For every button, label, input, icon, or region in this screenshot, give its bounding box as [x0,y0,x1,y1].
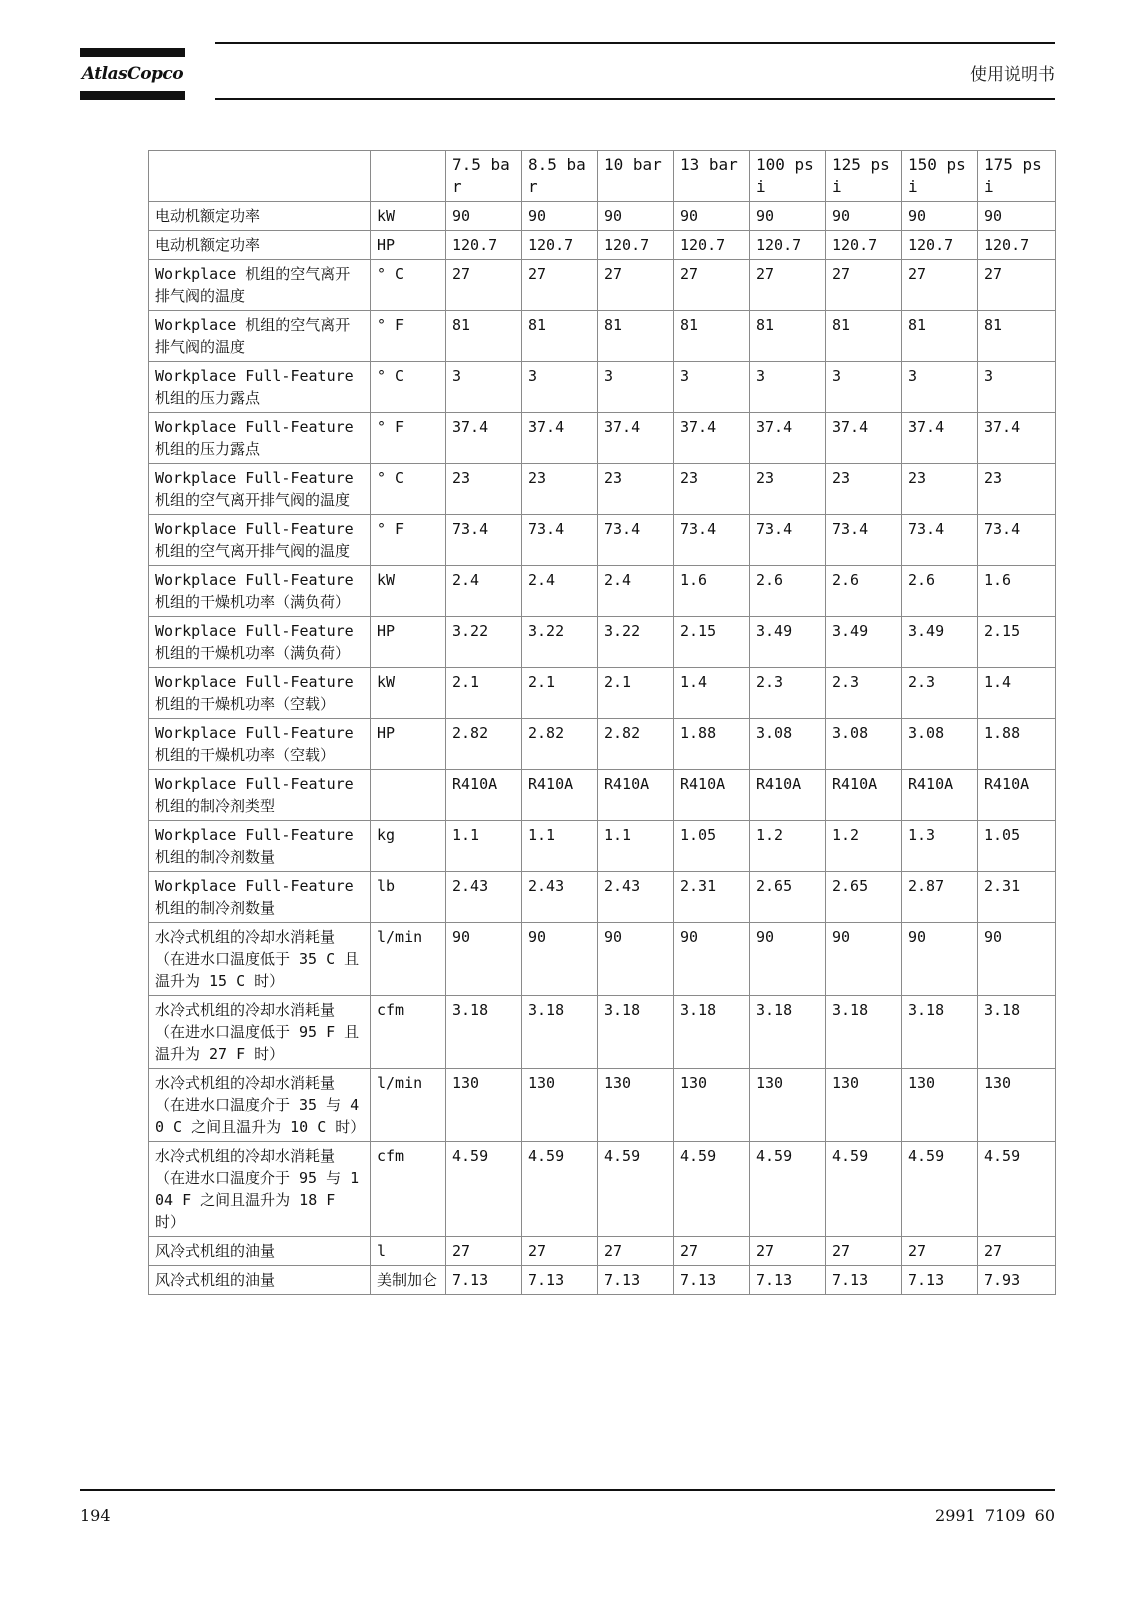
value-cell: 81 [978,311,1056,362]
value-cell: 2.43 [522,872,598,923]
value-cell: 73.4 [750,515,826,566]
value-cell: 27 [674,1237,750,1266]
value-cell: 1.88 [674,719,750,770]
value-cell: 2.1 [522,668,598,719]
value-cell: 2.15 [674,617,750,668]
value-cell: 2.6 [902,566,978,617]
value-cell: 1.1 [522,821,598,872]
value-cell: 81 [902,311,978,362]
value-cell: 2.65 [750,872,826,923]
value-cell: 81 [446,311,522,362]
table-row [149,770,1056,821]
table-row [149,260,1056,311]
value-cell: 120.7 [522,231,598,260]
table-row [149,202,1056,231]
value-cell: 81 [826,311,902,362]
parameter-cell: Workplace 机组的空气离开排气阀的温度 [149,311,371,362]
table-row [149,1266,1056,1295]
value-cell: 27 [902,260,978,311]
value-cell: R410A [826,770,902,821]
value-cell: 23 [750,464,826,515]
value-cell: 130 [902,1069,978,1142]
value-cell: 27 [522,1237,598,1266]
header-rule-bottom [215,98,1055,100]
value-cell: 90 [902,923,978,996]
table-row [149,1237,1056,1266]
value-cell: 37.4 [978,413,1056,464]
header-pressure-cell: 8.5 bar [522,151,598,202]
value-cell: R410A [522,770,598,821]
unit-cell: cfm [371,1142,446,1237]
value-cell: 7.13 [902,1266,978,1295]
value-cell: 3.22 [598,617,674,668]
value-cell: R410A [902,770,978,821]
value-cell: 23 [978,464,1056,515]
value-cell: 4.59 [446,1142,522,1237]
parameter-cell: Workplace Full-Feature 机组的制冷剂类型 [149,770,371,821]
value-cell: 27 [750,1237,826,1266]
value-cell: 130 [446,1069,522,1142]
value-cell: 1.6 [978,566,1056,617]
atlas-copco-logo [80,48,185,100]
value-cell: 2.43 [446,872,522,923]
value-cell: 81 [674,311,750,362]
unit-cell: lb [371,872,446,923]
value-cell: 2.82 [446,719,522,770]
value-cell: 3.22 [446,617,522,668]
parameter-cell: 电动机额定功率 [149,202,371,231]
value-cell: 73.4 [902,515,978,566]
header-pressure-cell: 10 bar [598,151,674,202]
value-cell: 3 [598,362,674,413]
parameter-cell: 电动机额定功率 [149,231,371,260]
value-cell: 90 [750,923,826,996]
value-cell: 3.18 [750,996,826,1069]
value-cell: 3 [674,362,750,413]
value-cell: 1.4 [674,668,750,719]
value-cell: 130 [522,1069,598,1142]
logo-bottom-bar [80,91,185,100]
value-cell: R410A [674,770,750,821]
value-cell: 4.59 [674,1142,750,1237]
value-cell: 130 [674,1069,750,1142]
unit-cell: l/min [371,1069,446,1142]
value-cell: 90 [674,202,750,231]
value-cell: 27 [750,260,826,311]
document-title: 使用说明书 [970,65,1055,85]
value-cell: 90 [978,923,1056,996]
header-pressure-cell: 175 psi [978,151,1056,202]
value-cell: 130 [750,1069,826,1142]
value-cell: 73.4 [446,515,522,566]
page-number: 194 [80,1506,111,1525]
value-cell: 120.7 [674,231,750,260]
value-cell: 2.31 [978,872,1056,923]
value-cell: 1.4 [978,668,1056,719]
value-cell: 4.59 [902,1142,978,1237]
value-cell: 23 [446,464,522,515]
parameter-cell: Workplace Full-Feature 机组的空气离开排气阀的温度 [149,464,371,515]
table-row [149,311,1056,362]
technical-data-table [148,150,1056,1295]
value-cell: 1.2 [750,821,826,872]
value-cell: 1.6 [674,566,750,617]
table-row [149,719,1056,770]
parameter-cell: Workplace Full-Feature 机组的制冷剂数量 [149,821,371,872]
unit-cell: ° C [371,464,446,515]
value-cell: 3.18 [446,996,522,1069]
parameter-cell: Workplace Full-Feature 机组的压力露点 [149,362,371,413]
value-cell: R410A [446,770,522,821]
value-cell: 2.82 [598,719,674,770]
value-cell: 3.22 [522,617,598,668]
parameter-cell: Workplace Full-Feature 机组的干燥机功率（空载） [149,719,371,770]
parameter-cell: Workplace Full-Feature 机组的干燥机功率（满负荷） [149,617,371,668]
value-cell: 1.1 [598,821,674,872]
value-cell: 1.05 [978,821,1056,872]
value-cell: 120.7 [826,231,902,260]
parameter-cell: 水冷式机组的冷却水消耗量（在进水口温度低于 95 F 且温升为 27 F 时） [149,996,371,1069]
parameter-cell: Workplace Full-Feature 机组的制冷剂数量 [149,872,371,923]
value-cell: 73.4 [674,515,750,566]
value-cell: 37.4 [598,413,674,464]
value-cell: 3.08 [750,719,826,770]
unit-cell: ° F [371,515,446,566]
value-cell: 7.13 [674,1266,750,1295]
value-cell: 73.4 [522,515,598,566]
value-cell: 37.4 [750,413,826,464]
header-pressure-cell: 13 bar [674,151,750,202]
value-cell: 90 [446,923,522,996]
value-cell: 23 [674,464,750,515]
value-cell: 2.87 [902,872,978,923]
value-cell: 2.1 [446,668,522,719]
value-cell: 2.15 [978,617,1056,668]
value-cell: 27 [826,1237,902,1266]
value-cell: 37.4 [522,413,598,464]
value-cell: 3.18 [598,996,674,1069]
value-cell: 3.49 [750,617,826,668]
table-row [149,668,1056,719]
value-cell: 2.3 [750,668,826,719]
footer-rule [80,1489,1055,1491]
table-row [149,515,1056,566]
table-row [149,231,1056,260]
value-cell: 2.82 [522,719,598,770]
parameter-cell: Workplace Full-Feature 机组的干燥机功率（满负荷） [149,566,371,617]
value-cell: 73.4 [978,515,1056,566]
header-unit-cell [371,151,446,202]
value-cell: 27 [978,260,1056,311]
value-cell: 2.4 [598,566,674,617]
value-cell: 2.6 [750,566,826,617]
value-cell: 2.31 [674,872,750,923]
value-cell: 90 [826,923,902,996]
value-cell: 3 [522,362,598,413]
value-cell: 130 [598,1069,674,1142]
value-cell: 27 [978,1237,1056,1266]
value-cell: 81 [522,311,598,362]
value-cell: 4.59 [750,1142,826,1237]
value-cell: 120.7 [978,231,1056,260]
value-cell: 27 [674,260,750,311]
value-cell: 81 [598,311,674,362]
value-cell: 90 [446,202,522,231]
value-cell: 2.4 [522,566,598,617]
unit-cell: kW [371,566,446,617]
parameter-cell: Workplace 机组的空气离开排气阀的温度 [149,260,371,311]
value-cell: 2.43 [598,872,674,923]
value-cell: 27 [522,260,598,311]
value-cell: 2.6 [826,566,902,617]
value-cell: 7.13 [750,1266,826,1295]
value-cell: 120.7 [750,231,826,260]
value-cell: 4.59 [598,1142,674,1237]
value-cell: 3 [750,362,826,413]
table-row [149,566,1056,617]
unit-cell: kW [371,202,446,231]
value-cell: 1.88 [978,719,1056,770]
value-cell: 3.18 [826,996,902,1069]
value-cell: 27 [598,260,674,311]
parameter-cell: 风冷式机组的油量 [149,1266,371,1295]
value-cell: 2.3 [902,668,978,719]
value-cell: 37.4 [674,413,750,464]
value-cell: 73.4 [598,515,674,566]
unit-cell: l [371,1237,446,1266]
value-cell: 27 [598,1237,674,1266]
parameter-cell: Workplace Full-Feature 机组的压力露点 [149,413,371,464]
value-cell: 130 [978,1069,1056,1142]
value-cell: 23 [522,464,598,515]
value-cell: 3.08 [902,719,978,770]
value-cell: R410A [978,770,1056,821]
value-cell: 81 [750,311,826,362]
table-row [149,821,1056,872]
value-cell: 4.59 [826,1142,902,1237]
value-cell: 3.18 [674,996,750,1069]
table-row [149,1142,1056,1237]
table-row [149,923,1056,996]
header-pressure-cell: 7.5 bar [446,151,522,202]
logo-top-bar [80,48,185,57]
unit-cell: ° F [371,311,446,362]
unit-cell: cfm [371,996,446,1069]
value-cell: 73.4 [826,515,902,566]
parameter-cell: 水冷式机组的冷却水消耗量（在进水口温度介于 35 与 40 C 之间且温升为 10 C 时） [149,1069,371,1142]
document-code: 2991 7109 60 [935,1506,1055,1525]
value-cell: 37.4 [902,413,978,464]
value-cell: 23 [826,464,902,515]
value-cell: 2.3 [826,668,902,719]
value-cell: 1.2 [826,821,902,872]
value-cell: 3 [978,362,1056,413]
value-cell: 23 [902,464,978,515]
unit-cell: l/min [371,923,446,996]
value-cell: 7.93 [978,1266,1056,1295]
table-row [149,996,1056,1069]
value-cell: 37.4 [446,413,522,464]
value-cell: 27 [446,1237,522,1266]
value-cell: 90 [674,923,750,996]
unit-cell: HP [371,231,446,260]
value-cell: 3.08 [826,719,902,770]
value-cell: 90 [522,202,598,231]
value-cell: 3.49 [902,617,978,668]
value-cell: 23 [598,464,674,515]
value-cell: 7.13 [826,1266,902,1295]
value-cell: 7.13 [446,1266,522,1295]
unit-cell: HP [371,617,446,668]
value-cell: 3.18 [978,996,1056,1069]
value-cell: 90 [522,923,598,996]
parameter-cell: Workplace Full-Feature 机组的干燥机功率（空载） [149,668,371,719]
table-row [149,872,1056,923]
table-row [149,413,1056,464]
value-cell: 27 [826,260,902,311]
value-cell: 7.13 [598,1266,674,1295]
value-cell: 90 [750,202,826,231]
logo-wordmark: AtlasCopco [81,64,184,84]
value-cell: 3 [902,362,978,413]
value-cell: 4.59 [978,1142,1056,1237]
value-cell: 7.13 [522,1266,598,1295]
parameter-cell: Workplace Full-Feature 机组的空气离开排气阀的温度 [149,515,371,566]
value-cell: 120.7 [598,231,674,260]
value-cell: 3 [446,362,522,413]
value-cell: 90 [978,202,1056,231]
value-cell: 3.49 [826,617,902,668]
value-cell: 1.1 [446,821,522,872]
value-cell: 3 [826,362,902,413]
value-cell: 3.18 [522,996,598,1069]
unit-cell: ° C [371,260,446,311]
parameter-cell: 水冷式机组的冷却水消耗量（在进水口温度低于 35 C 且温升为 15 C 时） [149,923,371,996]
unit-cell: kW [371,668,446,719]
table-row [149,617,1056,668]
header-pressure-cell: 125 psi [826,151,902,202]
table-row [149,362,1056,413]
value-cell: 1.3 [902,821,978,872]
parameter-cell: 风冷式机组的油量 [149,1237,371,1266]
value-cell: 90 [598,923,674,996]
value-cell: 130 [826,1069,902,1142]
unit-cell: HP [371,719,446,770]
unit-cell: kg [371,821,446,872]
parameter-cell: 水冷式机组的冷却水消耗量（在进水口温度介于 95 与 104 F 之间且温升为 18 F 时） [149,1142,371,1237]
value-cell: 120.7 [902,231,978,260]
unit-cell: ° C [371,362,446,413]
value-cell: 90 [902,202,978,231]
table-header-row [149,151,1056,202]
value-cell: 4.59 [522,1142,598,1237]
value-cell: 90 [598,202,674,231]
value-cell: 2.1 [598,668,674,719]
value-cell: 3.18 [902,996,978,1069]
header-parameter-cell [149,151,371,202]
header-pressure-cell: 150 psi [902,151,978,202]
value-cell: R410A [750,770,826,821]
unit-cell: 美制加仑 [371,1266,446,1295]
value-cell: 1.05 [674,821,750,872]
value-cell: R410A [598,770,674,821]
table-row [149,1069,1056,1142]
value-cell: 27 [446,260,522,311]
value-cell: 2.4 [446,566,522,617]
value-cell: 37.4 [826,413,902,464]
unit-cell [371,770,446,821]
unit-cell: ° F [371,413,446,464]
value-cell: 120.7 [446,231,522,260]
value-cell: 90 [826,202,902,231]
table-row [149,464,1056,515]
value-cell: 2.65 [826,872,902,923]
header-pressure-cell: 100 psi [750,151,826,202]
value-cell: 27 [902,1237,978,1266]
header-rule-top [215,42,1055,44]
